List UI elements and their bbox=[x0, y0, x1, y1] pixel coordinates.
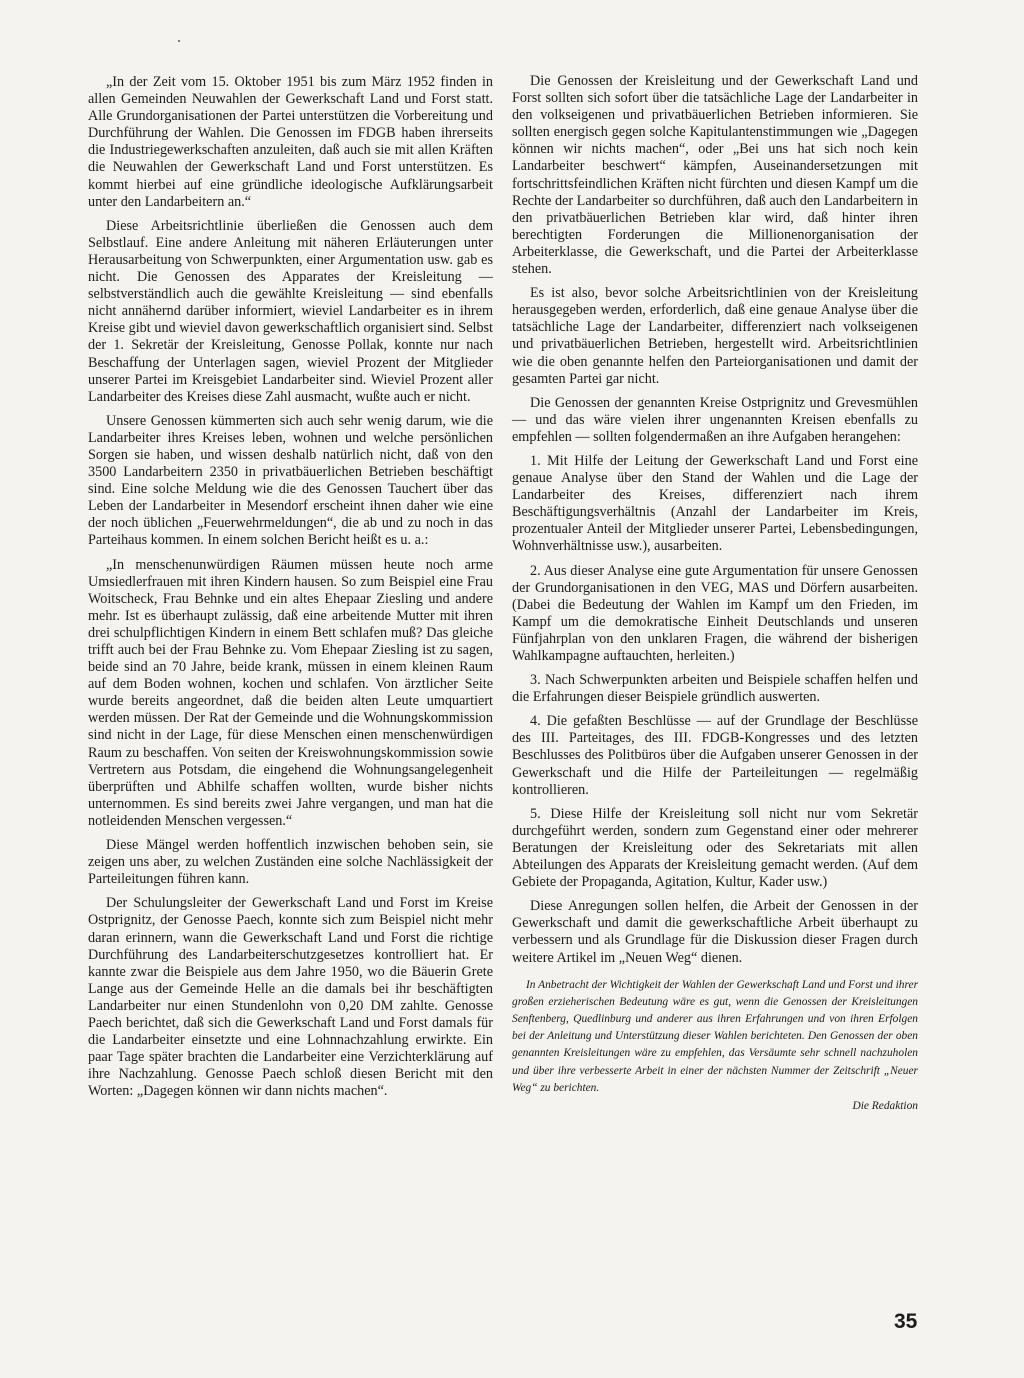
paragraph: Es ist also, bevor solche Arbeitsrichtlinien von der Kreisleitung herausgegeben werden, erforderlich, daß eine genaue Analyse über die tatsächliche Lage der Landarbeiter, differenziert nach volkseigenen und privatbäuerlichen Betrieben, hergestellt wird. Arbeitsrichtlinien wie die oben genannte helfen den Parteiorganisationen und damit der gesamten Partei gar nicht. bbox=[512, 285, 918, 387]
paragraph: Diese Arbeitsrichtlinie überließen die Genossen auch dem Selbstlauf. Eine andere Anleitung mit näheren Erläuterungen unter Herausarbeitung von Schwerpunkten, einer Argumentation usw. gab es nicht. Die Genossen des Apparates der Kreisleitung — selbstverständlich auch die gewählte Kreisleitung — sind ebenfalls nicht annähernd darüber informiert, wieviel Landarbeiter es in ihrem Kreise gibt und wieviel davon gewerkschaftlich organisiert sind. Selbst der 1. Sekretär der Kreisleitung, Genosse Pollak, konnte nur nach Beschaffung der Unterlagen sagen, wieviel Prozent der Mitglieder unserer Partei im Kreisgebiet Landarbeiter sind. Wieviel Prozent aller Landarbeiter des Kreises diese Zahl ausmacht, wußte auch er nicht. bbox=[88, 217, 493, 405]
list-item: 5. Diese Hilfe der Kreisleitung soll nicht nur vom Sekretär durchgeführt werden, sondern zum Gegenstand einer oder mehrerer Beratungen der Kreisleitung oder des Sekretariats mit allen Abteilungen des Apparats der Kreisleitung gemacht werden. (Auf dem Gebiete der Propaganda, Agitation, Kultur, Kader usw.) bbox=[512, 805, 918, 891]
editorial-note-text: In Anbetracht der Wichtigkeit der Wahlen der Gewerkschaft Land und Forst und ihrer großen erzieherischen Bedeutung wäre es gut, wenn die Genossen der Kreisleitungen Senftenberg, Quedlinburg und anderer aus ihren Erfahrungen und von ihren Erfolgen bei der Anleitung und Unterstützung dieser Wahlen berichteten. Den Genossen der oben genannten Kreisleitungen wäre zu empfehlen, das Versäumte sehr schnell nachzuholen und über ihre verbesserte Arbeit in einer der nächsten Nummer der Zeitschrift „Neuer Weg“ zu berichten. bbox=[512, 978, 918, 1094]
print-speck bbox=[178, 40, 180, 42]
list-item: 2. Aus dieser Analyse eine gute Argumentation für unsere Genossen der Grundorganisationen in den VEG, MAS und Dörfern ausarbeiten. (Dabei die Bedeutung der Wahlen im Kampf um den Frieden, im Kampf um die demokratische Einheit Deutschlands und unseren Fünfjahrplan von den unklaren Fragen, die während der bisherigen Wahlkampagne auftauchten, herleiten.) bbox=[512, 562, 918, 664]
left-column bbox=[88, 74, 493, 1107]
editorial-signature: Die Redaktion bbox=[852, 1100, 918, 1113]
paragraph: „In menschenunwürdigen Räumen müssen heute noch arme Umsiedlerfrauen mit ihren Kindern hausen. So zum Beispiel eine Frau Woitscheck, Frau Behnke und ein altes Ehepaar Ziesling und andere mehr. Ist es überhaupt zulässig, daß eine arbeitende Mutter mit ihren drei schulpflichtigen Kindern in einem Bett schlafen muß? Das gleiche trifft auch bei der Frau Behnke zu. Vom Ehepaar Ziesling ist zu sagen, beide sind an 70 Jahre, beide krank, müssen in einem kleinen Raum auf dem Boden wohnen, kochen und schlafen. Von ärztlicher Seite wurde bereits angeordnet, daß die beiden alten Leute umquartiert werden müssen. Der Rat der Gemeinde und die Wohnungskommission sind nicht in der Lage, für diese Menschen einen menschenwürdigen Raum zu beschaffen. Von seiten der Kreiswohnungskommission sowie Vertretern aus Potsdam, die eingehend die Wohnungsangelegenheit überprüften und Abhilfe schaffen wollten, wurde bisher nichts unternommen. Es sind bereits zwei Jahre vergangen, und man hat die notleidenden Menschen vergessen.“ bbox=[88, 556, 493, 829]
paragraph: Die Genossen der Kreisleitung und der Gewerkschaft Land und Forst sollten sich sofort über die tatsächliche Lage der Landarbeiter in den volkseigenen und privatbäuerlichen Betrieben informieren. Sie sollten energisch gegen solche Kapitulantenstimmungen wie „Dagegen können wir nichts machen“, oder „Bei uns hat sich noch kein Landarbeiter beschwert“ kämpfen, Auseinandersetzungen mit fortschrittsfeindlichen Kräften nicht fürchten und diesen Kampf um die Rechte der Landarbeiter so durchführen, daß auch den Landarbeitern in den privatbäuerlichen Betrieben klar wird, daß hinter ihren berechtigten Forderungen die Millionenorganisation der Arbeiterklasse, die Gewerkschaft, und die Partei der Arbeiterklasse stehen. bbox=[512, 73, 918, 278]
paragraph: Die Genossen der genannten Kreise Ostprignitz und Grevesmühlen — und das wäre vielen ihrer ungenannten Kreisen ebenfalls zu empfehlen — sollten folgendermaßen an ihre Aufgaben herangehen: bbox=[512, 394, 918, 445]
paragraph: Diese Anregungen sollen helfen, die Arbeit der Genossen in der Gewerkschaft und damit die gewerkschaftliche Arbeit überhaupt zu verbessern und als Grundlage für die Diskussion dieser Fragen durch weitere Artikel im „Neuen Weg“ dienen. bbox=[512, 898, 918, 966]
paragraph: Unsere Genossen kümmerten sich auch sehr wenig darum, wie die Landarbeiter ihres Kreises leben, wohnen und welche persönlichen Sorgen sie haben, und wissen deshalb natürlich nicht, daß von den 3500 Landarbeitern 2350 in privatbäuerlichen Betrieben beschäftigt sind. Eine solche Meldung wie die des Genossen Tauchert über das Leben der Landarbeiter in Mesendorf erscheint ihnen daher wie eine der noch üblichen „Feuerwehrmeldungen“, die ab und zu noch in das Parteihaus kommen. In einem solchen Bericht heißt es u. a.: bbox=[88, 412, 493, 549]
list-item: 1. Mit Hilfe der Leitung der Gewerkschaft Land und Forst eine genaue Analyse über den Stand der Wahlen und die Lage der Landarbeiter des Kreises, differenziert nach ihrem Beschäftigungsverhältnis (Anzahl der Landarbeiter im Kreis, prozentualer Anteil der Mitglieder unserer Partei, Lebensbedingungen, Wohnverhältnisse usw.), ausarbeiten. bbox=[512, 452, 918, 555]
list-item: 4. Die gefaßten Beschlüsse — auf der Grundlage der Beschlüsse des III. Parteitages, des III. FDGB-Kongresses und des letzten Beschlusses des Politbüros über die Aufgaben unserer Genossen in der Gewerkschaft und die Hilfe der Parteileitungen — regelmäßig kontrollieren. bbox=[512, 713, 918, 798]
paragraph: „In der Zeit vom 15. Oktober 1951 bis zum März 1952 finden in allen Gemeinden Neuwahlen der Gewerkschaft Land und Forst statt. Alle Grundorganisationen der Partei unterstützen die Vorbereitung und Durchführung der Wahlen. Die Genossen im FDGB haben ihrerseits die Industriegewerkschaften anzuleiten, daß auch sie mit allen Kräften die Neuwahlen der Gewerkschaft Land und Forst unterstützen. Es kommt hierbei auf eine gründliche ideologische Aufklärungsarbeit unter den Landarbeitern an.“ bbox=[88, 74, 493, 210]
list-item: 3. Nach Schwerpunkten arbeiten und Beispiele schaffen helfen und die Erfahrungen dieser Beispiele gründlich auswerten. bbox=[512, 672, 918, 706]
editorial-note bbox=[512, 977, 918, 1097]
page-number: 35 bbox=[894, 1310, 918, 1333]
paragraph: Diese Mängel werden hoffentlich inzwischen behoben sein, sie zeigen uns aber, zu welchen Zuständen eine solche Nachlässigkeit der Parteileitungen führen kann. bbox=[88, 837, 493, 888]
paragraph: Der Schulungsleiter der Gewerkschaft Land und Forst im Kreise Ostprignitz, der Genosse Paech, konnte sich zum Beispiel nicht mehr daran erinnern, wann die Gewerkschaft Land und Forst die richtige Durchführung des Landarbeiterschutzgesetzes kontrolliert hat. Er kannte zwar die Beispiele aus dem Jahre 1950, wo die Bäuerin Grete Lange aus der Gemeinde Helle an die damals bei ihr beschäftigten Landarbeiter nur einen Stundenlohn von 0,20 DM zahlte. Genosse Paech berichtet, daß sich die Gewerkschaft Land und Forst damals für die Landarbeiter einsetzte und eine Lohnnachzahlung erwirkte. Ein paar Tage später brachten die Landarbeiter eine Verzichterklärung auf ihre Nachzahlung. Genosse Paech schloß diesen Bericht mit den Worten: „Dagegen können wir dann nichts machen“. bbox=[88, 895, 493, 1100]
right-column bbox=[512, 73, 918, 1115]
